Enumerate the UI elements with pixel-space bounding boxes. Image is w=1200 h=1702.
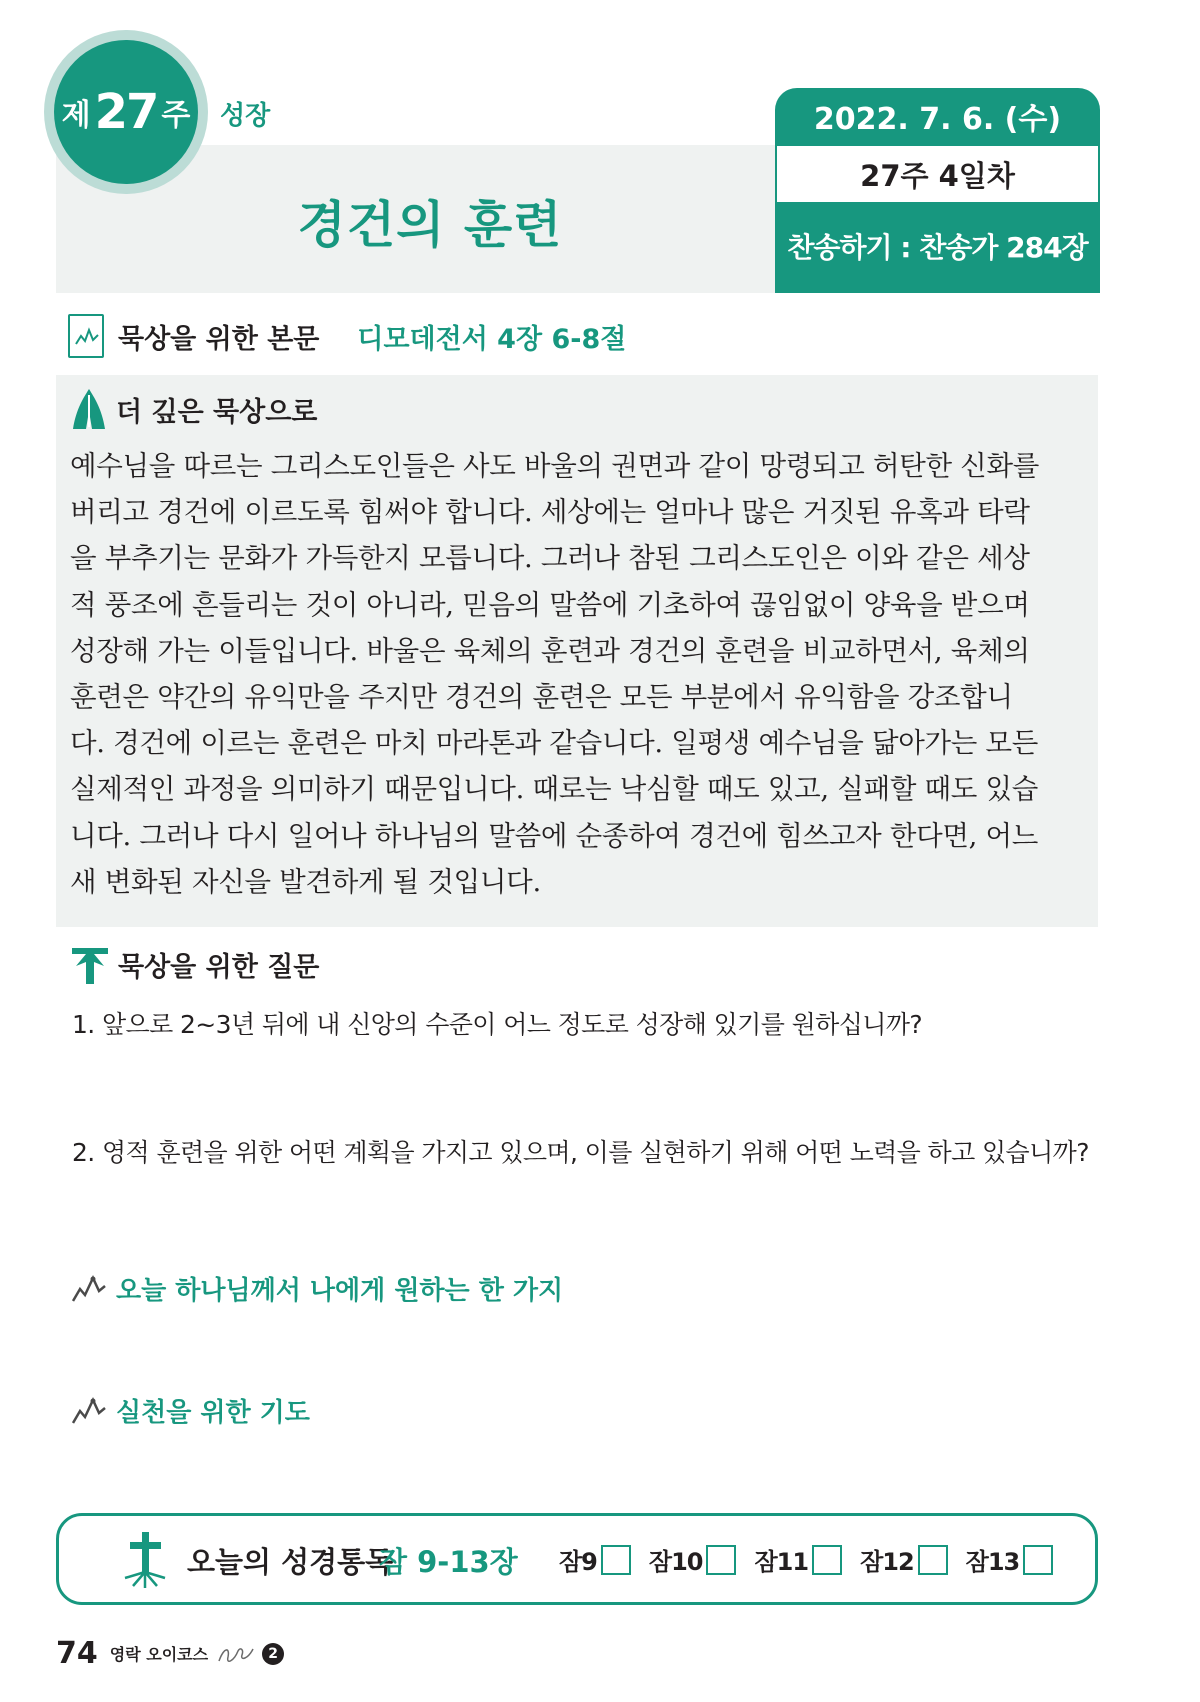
reading-check-item bbox=[559, 1542, 631, 1577]
meditation-body bbox=[70, 443, 1088, 905]
reading-range: 잠 9-13장 bbox=[379, 1545, 518, 1579]
question-2: 2. 영적 훈련을 위한 어떤 계획을 가지고 있으며, 이를 실현하기 위해 어떤 노력을 하고 있습니까? bbox=[72, 1138, 1089, 1167]
oikos-logo-icon bbox=[216, 1641, 256, 1667]
chapter-label: 잠9 bbox=[559, 1548, 597, 1576]
date-box bbox=[775, 88, 1100, 293]
meditation-line: 훈련은 약간의 유익만을 주지만 경건의 훈련은 모든 부분에서 유익함을 강조합니 bbox=[70, 681, 1013, 714]
cross-light-icon bbox=[119, 1528, 171, 1590]
meditation-line: 새 변화된 자신을 발견하게 될 것입니다. bbox=[70, 865, 541, 898]
one-thing-heading bbox=[72, 1270, 563, 1307]
meditation-line: 성장해 가는 이들입니다. 바울은 육체의 훈련과 경건의 훈련을 비교하면서, 육체의 bbox=[70, 634, 1030, 667]
prayer-title: 실천을 위한 기도 bbox=[116, 1398, 310, 1428]
bible-reading-box bbox=[56, 1513, 1098, 1605]
meditation-line: 버리고 경건에 이르도록 힘써야 합니다. 세상에는 얼마나 많은 거짓된 유혹과 타락 bbox=[70, 496, 1030, 529]
meditation-line: 적 풍조에 흔들리는 것이 아니라, 믿음의 말씀에 기초하여 끊임없이 양육을 받으며 bbox=[70, 588, 1030, 621]
question-1: 1. 앞으로 2~3년 뒤에 내 신앙의 수준이 어느 정도로 성장해 있기를 원하십니까? bbox=[72, 1010, 923, 1039]
one-thing-title: 오늘 하나님께서 나에게 원하는 한 가지 bbox=[116, 1276, 564, 1306]
page-title: 경건의 훈련 bbox=[297, 196, 563, 254]
meditation-line: 예수님을 따르는 그리스도인들은 사도 바울의 권면과 같이 망령되고 허탄한 신화를 bbox=[70, 450, 1039, 482]
week-suffix: 주 bbox=[161, 98, 191, 133]
meditation-panel bbox=[56, 375, 1098, 927]
book-icon bbox=[68, 314, 104, 358]
meditation-line: 을 부추기는 문화가 가득한지 모릅니다. 그러나 참된 그리스도인은 이와 같은 세상 bbox=[70, 542, 1030, 575]
week-number: 27 bbox=[94, 84, 158, 140]
reading-label: 오늘의 성경통독 bbox=[187, 1545, 394, 1579]
reading-check-item bbox=[649, 1542, 737, 1577]
week-badge bbox=[54, 40, 198, 184]
mountain-icon bbox=[72, 1275, 106, 1303]
chapter-checkbox[interactable] bbox=[601, 1545, 631, 1575]
reading-check-item bbox=[966, 1542, 1054, 1577]
reading-checklist bbox=[559, 1542, 1071, 1577]
meditation-line: 니다. 그러나 다시 일어나 하나님의 말씀에 순종하여 경건에 힘쓰고자 한다면, 어느 bbox=[70, 819, 1039, 852]
hymn-label: 찬송하기 : 찬송가 284장 bbox=[787, 231, 1088, 264]
chapter-checkbox[interactable] bbox=[918, 1545, 948, 1575]
chapter-label: 잠13 bbox=[965, 1548, 1020, 1576]
meditation-heading bbox=[70, 387, 317, 431]
passage-reference: 디모데전서 4장 6-8절 bbox=[357, 323, 627, 355]
chapter-checkbox[interactable] bbox=[812, 1545, 842, 1575]
page-footer bbox=[56, 1636, 284, 1671]
reading-check-item bbox=[754, 1542, 842, 1577]
chapter-label: 잠12 bbox=[860, 1548, 914, 1576]
chapter-label: 잠10 bbox=[648, 1548, 703, 1576]
chapter-checkbox[interactable] bbox=[706, 1545, 736, 1575]
reading-check-item bbox=[860, 1542, 948, 1577]
passage-label: 묵상을 위한 본문 bbox=[118, 323, 320, 355]
series-name: 영락 오이코스 bbox=[109, 1645, 209, 1664]
day-label: 27주 4일차 bbox=[777, 146, 1098, 202]
page-number: 74 bbox=[56, 1636, 98, 1671]
prayer-heading bbox=[72, 1392, 310, 1429]
meditation-line: 실제적인 과정을 의미하기 때문입니다. 때로는 낙심할 때도 있고, 실패할 때도 있습 bbox=[70, 773, 1039, 806]
date-label: 2022. 7. 6. (수) bbox=[813, 102, 1062, 137]
volume-badge: 2 bbox=[262, 1643, 284, 1665]
chapter-label: 잠11 bbox=[754, 1548, 809, 1576]
mountain-icon bbox=[72, 1397, 106, 1425]
chapter-checkbox[interactable] bbox=[1023, 1545, 1053, 1575]
week-prefix: 제 bbox=[61, 98, 91, 133]
meditation-title: 더 깊은 묵상으로 bbox=[116, 396, 318, 428]
meditation-line: 다. 경건에 이르는 훈련은 마치 마라톤과 같습니다. 일평생 예수님을 닮아가는 모든 bbox=[70, 727, 1039, 760]
cross-icon bbox=[70, 942, 110, 986]
theme-label: 성장 bbox=[220, 101, 271, 131]
questions-heading bbox=[70, 942, 319, 986]
questions-title: 묵상을 위한 질문 bbox=[118, 951, 320, 983]
passage-row bbox=[68, 312, 626, 360]
praying-hands-icon bbox=[70, 387, 108, 431]
